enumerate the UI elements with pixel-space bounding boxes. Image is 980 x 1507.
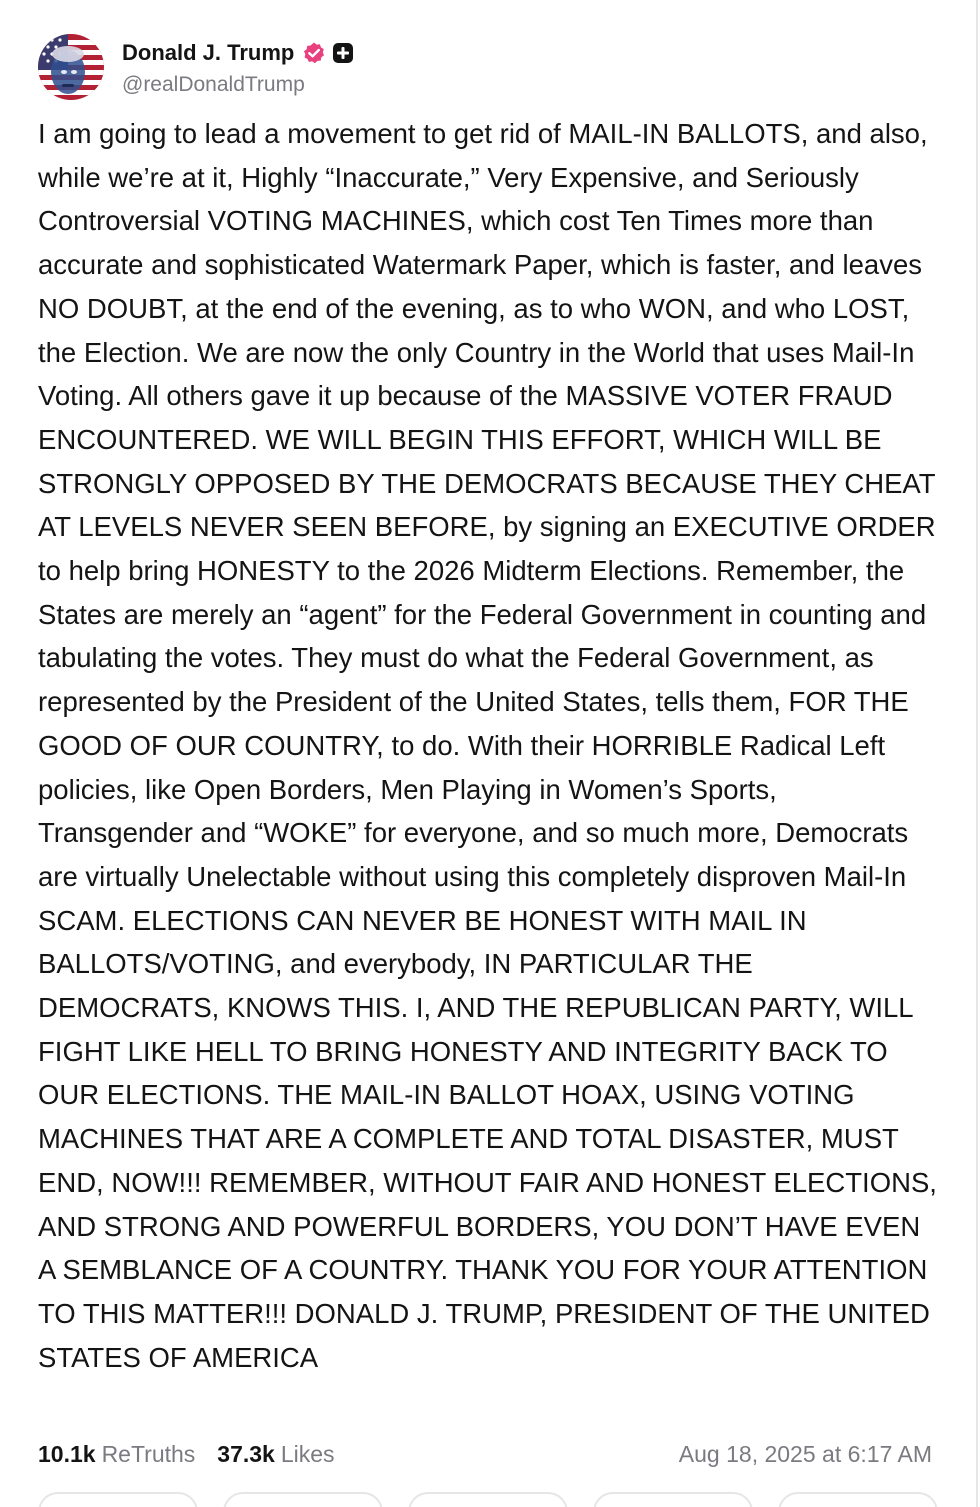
likes-stat[interactable] (217, 1441, 334, 1468)
bookmark-button[interactable] (593, 1492, 753, 1507)
retruths-label: ReTruths (101, 1440, 196, 1467)
post-action-bar (38, 1492, 938, 1507)
post-timestamp[interactable]: Aug 18, 2025 at 6:17 AM (678, 1440, 932, 1467)
likes-label: Likes (280, 1440, 335, 1467)
retruths-count: 10.1k (38, 1440, 96, 1467)
avatar-image (38, 34, 104, 100)
likes-count: 37.3k (217, 1440, 275, 1467)
retruth-button[interactable] (223, 1492, 383, 1507)
reply-button[interactable] (38, 1492, 198, 1507)
avatar[interactable] (38, 34, 104, 100)
post-stats (38, 1434, 932, 1474)
author-info (122, 37, 354, 97)
author-handle[interactable]: @realDonaldTrump (122, 73, 305, 96)
like-button[interactable] (408, 1492, 568, 1507)
share-button[interactable] (778, 1492, 938, 1507)
author-display-name[interactable]: Donald J. Trump (122, 40, 295, 65)
retruths-stat[interactable] (38, 1441, 195, 1468)
author-name-row (122, 37, 354, 69)
post-body-text: I am going to lead a movement to get rid of MAIL-IN BALLOTS, and also, while we’re at it, Highly “Inaccurate,” Very Expensive, and Seriously Controversial VOTING MACHINES, which cost Ten Times more than accurate and sophisticated Watermark Paper, which is faster, and leaves NO DOUBT, at the end of the evening, as to who WON, and who LOST, the Election. We are now the only Country in the World that uses Mail-In Voting. All others gave it up because of the MASSIVE VOTER FRAUD ENCOUNTERED. WE WILL BEGIN THIS EFFORT, WHICH WILL BE STRONGLY OPPOSED BY THE DEMOCRATS BECAUSE THEY CHEAT AT LEVELS NEVER SEEN BEFORE, by signing an EXECUTIVE ORDER to help bring HONESTY to the 2026 Midterm Elections. Remember, the States are merely an “agent” for the Federal Government in counting and tabulating the votes. They must do what the Federal Government, as represented by the President of the United States, tells them, FOR THE GOOD OF OUR COUNTRY, to do. With their HORRIBLE Radical Left policies, like Open Borders, Men Playing in Women’s Sports, Transgender and “WOKE” for everyone, and so much more, Democrats are virtually Unelectable without using this completely disproven Mail-In SCAM. ELECTIONS CAN NEVER BE HONEST WITH MAIL IN BALLOTS/VOTING, and everybody, IN PARTICULAR THE DEMOCRATS, KNOWS THIS. I, AND THE REPUBLICAN PARTY, WILL FIGHT LIKE HELL TO BRING HONESTY AND INTEGRITY BACK TO OUR ELECTIONS. THE MAIL-IN BALLOT HOAX, USING VOTING MACHINES THAT ARE A COMPLETE AND TOTAL DISASTER, MUST END, NOW!!! REMEMBER, WITHOUT FAIR AND HONEST ELECTIONS, AND STRONG AND POWERFUL BORDERS, YOU DON’T HAVE EVEN A SEMBLANCE OF A COUNTRY. THANK YOU FOR YOUR ATTENTION TO THIS MATTER!!! DONALD J. TRUMP, PRESIDENT OF THE UNITED STATES OF AMERICA (38, 118, 937, 1373)
verified-check-icon (302, 41, 326, 65)
plus-square-icon (332, 42, 354, 64)
post-header (38, 32, 354, 102)
